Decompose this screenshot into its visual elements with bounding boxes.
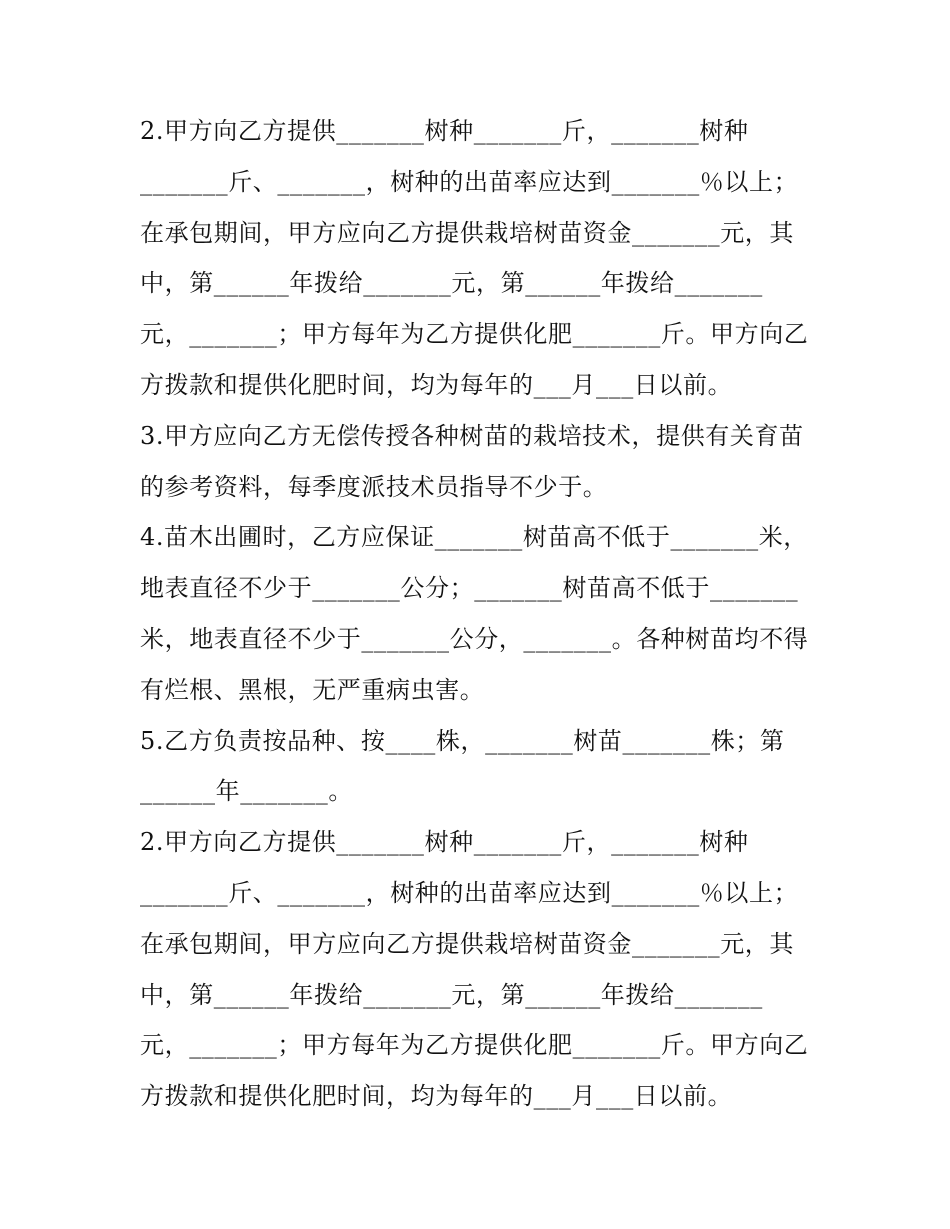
text-line: 4.苗木出圃时，乙方应保证_______树苗高不低于_______米， [140, 523, 808, 552]
text-line: ______年_______。 [140, 777, 353, 806]
text-line: _______斤、_______，树种的出苗率应达到_______％以上； [140, 878, 799, 907]
text-line: 2.甲方向乙方提供_______树种_______斤，_______树种 [140, 117, 749, 145]
text-line: 在承包期间，甲方应向乙方提供栽培树苗资金_______元，其 [140, 929, 794, 958]
text-line: _______斤、_______，树种的出苗率应达到_______％以上； [140, 167, 799, 196]
text-line: 方拨款和提供化肥时间，均为每年的___月___日以前。 [140, 1082, 733, 1111]
text-line: 米，地表直径不少于_______公分，_______。各种树苗均不得 [140, 624, 809, 653]
text-line: 在承包期间，甲方应向乙方提供栽培树苗资金_______元，其 [140, 218, 794, 247]
text-line: 有烂根、黑根，无严重病虫害。 [140, 675, 485, 704]
text-line: 5.乙方负责按品种、按____株，_______树苗_______株；第 [140, 726, 785, 755]
text-line: 3.甲方应向乙方无偿传授各种树苗的栽培技术，提供有关育苗 [140, 421, 804, 450]
text-line: 地表直径不少于_______公分；_______树苗高不低于_______ [140, 574, 799, 603]
document-body [140, 106, 820, 1122]
text-line: 方拨款和提供化肥时间，均为每年的___月___日以前。 [140, 370, 733, 399]
text-line: 中，第______年拨给_______元，第______年拨给_______ [140, 269, 763, 298]
text-line: 元，_______；甲方每年为乙方提供化肥_______斤。甲方向乙 [140, 1031, 809, 1060]
text-line: 2.甲方向乙方提供_______树种_______斤，_______树种 [140, 828, 749, 857]
text-line: 的参考资料，每季度派技术员指导不少于。 [140, 472, 608, 501]
text-line: 中，第______年拨给_______元，第______年拨给_______ [140, 980, 763, 1009]
text-line: 元，_______；甲方每年为乙方提供化肥_______斤。甲方向乙 [140, 320, 809, 349]
